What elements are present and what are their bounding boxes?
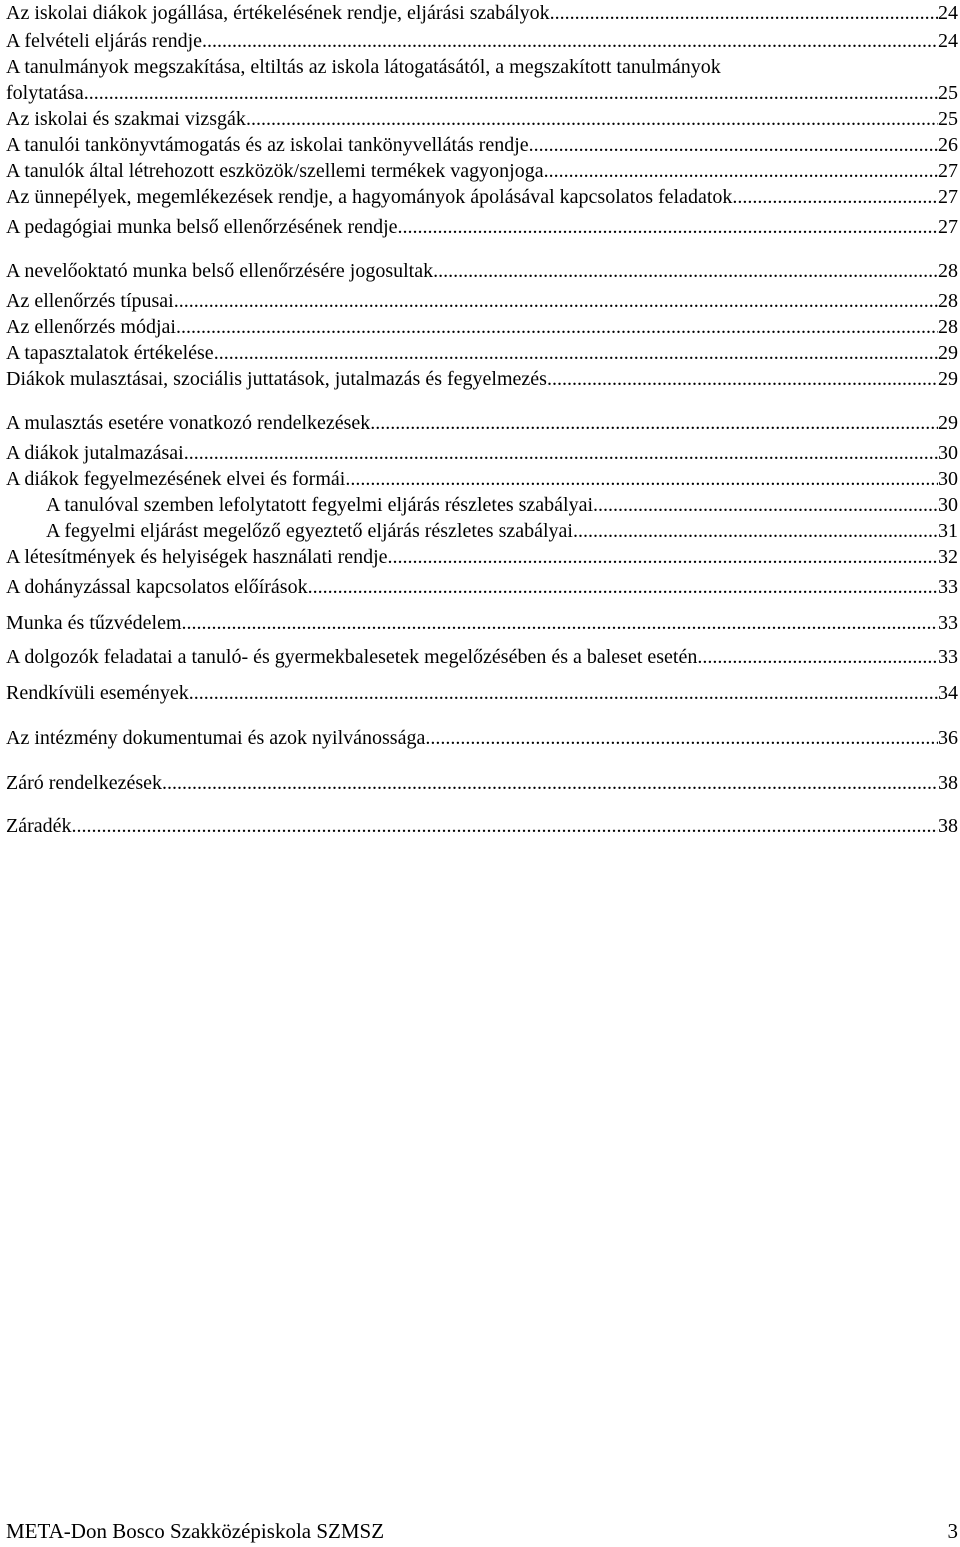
toc-entry[interactable]: [6, 725, 958, 751]
toc-entry-title: Az intézmény dokumentumai és azok nyilvánossága: [6, 727, 426, 749]
toc-entry-title: folytatása: [6, 82, 84, 104]
dot-leader: [732, 184, 938, 210]
toc-entry[interactable]: [6, 610, 958, 636]
toc-entry[interactable]: [6, 574, 958, 600]
dot-leader: [214, 340, 938, 366]
toc-entry[interactable]: [6, 314, 958, 340]
dot-leader: [176, 314, 938, 340]
toc-entry-page: 33: [938, 612, 958, 634]
toc-entry-page: 28: [938, 290, 958, 312]
toc-entry-page: 24: [938, 2, 958, 24]
toc-entry-page: 27: [938, 160, 958, 182]
toc-entry-title: A tapasztalatok értékelése: [6, 342, 214, 364]
dot-leader: [162, 770, 938, 796]
toc-entry-title: Munka és tűzvédelem: [6, 612, 182, 634]
page-footer: [6, 1516, 958, 1546]
toc-entry-page: 29: [938, 342, 958, 364]
toc-entry-title: A diákok jutalmazásai: [6, 442, 184, 464]
toc-entry-title: A tanulóval szemben lefolytatott fegyelmi eljárás részletes szabályai: [46, 494, 594, 516]
toc-entry-page: 34: [938, 682, 958, 704]
toc-entry-title: Záradék: [6, 815, 72, 837]
toc-entry-page: 26: [938, 134, 958, 156]
toc-entry[interactable]: [6, 28, 958, 54]
toc-entry[interactable]: [6, 518, 958, 544]
toc-entry-title: A diákok fegyelmezésének elvei és formái: [6, 468, 346, 490]
toc-entry-title: A fegyelmi eljárást megelőző egyeztető eljárás részletes szabályai: [46, 520, 573, 542]
toc-entry[interactable]: [6, 258, 958, 284]
dot-leader: [308, 574, 938, 600]
dot-leader: [398, 214, 938, 240]
dot-leader: [433, 258, 938, 284]
toc-entry-title: A dohányzással kapcsolatos előírások: [6, 576, 308, 598]
toc-entry-page: 28: [938, 260, 958, 282]
toc-entry[interactable]: [6, 680, 958, 706]
toc-entry-page: 30: [938, 494, 958, 516]
toc-entry[interactable]: [6, 106, 958, 132]
toc-entry-page: 30: [938, 442, 958, 464]
dot-leader: [189, 680, 938, 706]
toc-entry-title: Az ellenőrzés módjai: [6, 316, 176, 338]
toc-entry-page: 28: [938, 316, 958, 338]
toc-entry-page: 33: [938, 646, 958, 668]
dot-leader: [593, 492, 938, 518]
toc-entry[interactable]: [6, 813, 958, 839]
toc-entry-page: 32: [938, 546, 958, 568]
toc-entry[interactable]: [6, 544, 958, 570]
toc-entry-page: 29: [938, 368, 958, 390]
dot-leader: [202, 28, 938, 54]
toc-entry[interactable]: [6, 492, 958, 518]
dot-leader: [182, 610, 939, 636]
toc-entry-title: Az ellenőrzés típusai: [6, 290, 174, 312]
dot-leader: [246, 106, 938, 132]
dot-leader: [184, 440, 938, 466]
toc-entry-page: 30: [938, 468, 958, 490]
toc-entry-page: 24: [938, 30, 958, 52]
toc-entry[interactable]: [6, 366, 958, 392]
dot-leader: [425, 725, 938, 751]
toc-entry[interactable]: [6, 214, 958, 240]
toc-entry-title: A dolgozók feladatai a tanuló- és gyermekbalesetek megelőzésében és a baleset esetén: [6, 646, 698, 668]
toc-entry[interactable]: [6, 340, 958, 366]
toc-entry-page: 27: [938, 186, 958, 208]
toc-entry[interactable]: [6, 770, 958, 796]
dot-leader: [345, 466, 938, 492]
dot-leader: [550, 0, 938, 26]
toc-entry-page: 38: [938, 815, 958, 837]
dot-leader: [573, 518, 938, 544]
toc-entry[interactable]: [6, 132, 958, 158]
toc-entry-title: A tanulói tankönyvtámogatás és az iskolai tankönyvellátás rendje: [6, 134, 529, 156]
footer-page-number: 3: [947, 1519, 958, 1543]
toc-entry[interactable]: [6, 410, 958, 436]
toc-entry-page: 31: [938, 520, 958, 542]
toc-entry-page: 25: [938, 82, 958, 104]
dot-leader: [544, 158, 938, 184]
toc-entry[interactable]: [6, 80, 958, 106]
toc-entry-title: Az iskolai és szakmai vizsgák: [6, 108, 246, 130]
toc-entry-title: A nevelőoktató munka belső ellenőrzésére jogosultak: [6, 260, 434, 282]
toc-entry-page: 25: [938, 108, 958, 130]
dot-leader: [370, 410, 938, 436]
toc-entry-page: 36: [938, 727, 958, 749]
toc-entry-title: A létesítmények és helyiségek használati rendje: [6, 546, 388, 568]
toc-entry-title: Az ünnepélyek, megemlékezések rendje, a hagyományok ápolásával kapcsolatos feladatok: [6, 186, 733, 208]
toc-entry-title: Rendkívüli események: [6, 682, 189, 704]
toc-entry[interactable]: [6, 644, 958, 670]
toc-entry-page: 27: [938, 216, 958, 238]
toc-entry[interactable]: [6, 184, 958, 210]
toc-entry-page: 29: [938, 412, 958, 434]
toc-entry-page: 38: [938, 772, 958, 794]
dot-leader: [697, 644, 938, 670]
toc-entry-title: Záró rendelkezések: [6, 772, 163, 794]
toc-entry[interactable]: [6, 466, 958, 492]
dot-leader: [529, 132, 938, 158]
toc-entry-title: A felvételi eljárás rendje: [6, 30, 203, 52]
toc-entry-title: A pedagógiai munka belső ellenőrzésének rendje: [6, 216, 398, 238]
dot-leader: [388, 544, 938, 570]
toc-entry-title: Az iskolai diákok jogállása, értékelésének rendje, eljárási szabályok: [6, 2, 550, 24]
toc-entry-title-line: A tanulmányok megszakítása, eltiltás az iskola látogatásától, a megszakított tanulmányok: [6, 56, 721, 78]
toc-entry[interactable]: [6, 440, 958, 466]
dot-leader: [84, 80, 938, 106]
toc-entry-title: A tanulók által létrehozott eszközök/szellemi termékek vagyonjoga: [6, 160, 544, 182]
dot-leader: [72, 813, 938, 839]
toc-entry-page: 33: [938, 576, 958, 598]
toc-entry-title: Diákok mulasztásai, szociális juttatások, jutalmazás és fegyelmezés: [6, 368, 547, 390]
toc-entry[interactable]: [6, 288, 958, 314]
toc-entry-title: A mulasztás esetére vonatkozó rendelkezések: [6, 412, 371, 434]
footer-school-name: META-Don Bosco Szakközépiskola SZMSZ: [6, 1519, 385, 1543]
dot-leader: [174, 288, 938, 314]
dot-leader: [547, 366, 938, 392]
toc-entry[interactable]: [6, 158, 958, 184]
toc-entry[interactable]: [6, 0, 958, 26]
